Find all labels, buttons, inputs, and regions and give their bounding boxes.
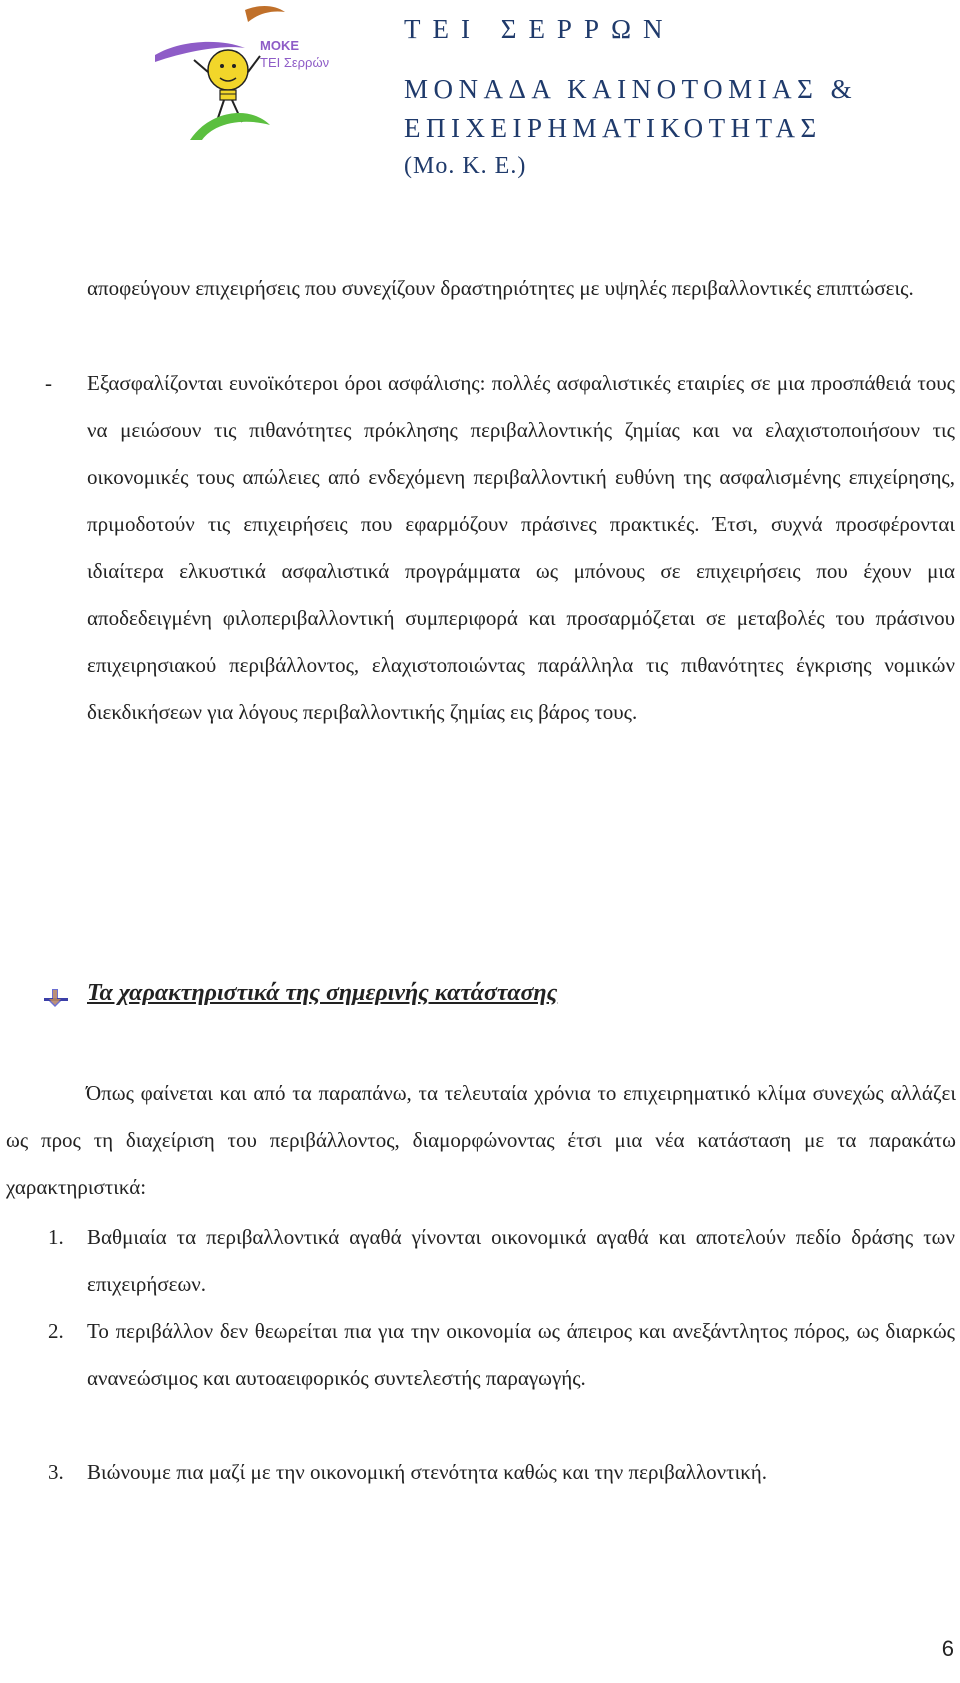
bullet-paragraph: Εξασφαλίζονται ευνοϊκότεροι όροι ασφάλισης: πολλές ασφαλιστικές εταιρίες σε μια προσπάθειά τους να μειώσουν τις πιθανότητες πρόκλησης περιβαλλοντικής ζημίας και να ελαχιστοποιήσουν τις οικονομικές τους απώλειες από ενδεχόμενη περιβαλλοντική ευθύνη της ασφαλισμένης επιχείρησης, πριμοδοτούν τις επιχειρήσεις που εφαρμόζουν πράσινες πρακτικές. Έτσι, συχνά προσφέρονται ιδιαίτερα ελκυστικά ασφαλιστικά προγράμματα ως μπόνους σε επιχειρήσεις που έχουν μια αποδεδειγμένη φιλοπεριβαλλοντική συμπεριφορά και προσαρμόζεται σε μεταβολές του πράσινου επιχειρησιακού περιβάλλοντος, ελαχιστοποιώντας παράλληλα τις πιθανότητες έγκρισης νομικών διεκδικήσεων για λόγους περιβαλλοντικής ζημίας εις βάρος τους. bbox=[87, 371, 955, 724]
continued-paragraph: αποφεύγουν επιχειρήσεις που συνεχίζουν δραστηριότητες με υψηλές περιβαλλοντικές επιπτώσεις. bbox=[87, 276, 914, 300]
unit-abbreviation: (Μο. Κ. Ε.) bbox=[404, 153, 527, 179]
bullet-marker: - bbox=[45, 371, 52, 395]
logo-text-2: ΤΕΙ Σερρών bbox=[260, 55, 330, 70]
list-item: Βιώνουμε πια μαζί με την οικονομική στενότητα καθώς και την περιβαλλοντική. bbox=[87, 1460, 768, 1484]
institution-name: ΤΕΙ ΣΕΡΡΩΝ bbox=[404, 14, 675, 44]
page-number: 6 bbox=[941, 1636, 954, 1661]
bullet-arrow-icon bbox=[42, 987, 70, 1011]
list-item: Το περιβάλλον δεν θεωρείται πια για την οικονομία ως άπειρος και ανεξάντλητος πόρος, ως διαρκώς ανανεώσιμος και αυτοαειφορικός συντελεστής παραγωγής. bbox=[87, 1319, 955, 1390]
moke-logo bbox=[150, 0, 380, 150]
intro-paragraph: Όπως φαίνεται και από τα παραπάνω, τα τελευταία χρόνια το επιχειρηματικό κλίμα συνεχώς αλλάζει ως προς τη διαχείριση του περιβάλλοντος, διαμορφώνοντας έτσι μια νέα κατάσταση με τα παρακάτω χαρακτηριστικά: bbox=[6, 1081, 956, 1199]
list-number: 3. bbox=[48, 1460, 64, 1484]
section-heading: Τα χαρακτηριστικά της σημερινής κατάστασης bbox=[87, 980, 558, 1006]
list-number: 2. bbox=[48, 1319, 64, 1343]
list-item: Βαθμιαία τα περιβαλλοντικά αγαθά γίνονται οικονομικά αγαθά και αποτελούν πεδίο δράσης των επιχειρήσεων. bbox=[87, 1225, 955, 1296]
list-number: 1. bbox=[48, 1225, 64, 1249]
unit-name-line2: ΕΠΙΧΕΙΡΗΜΑΤΙΚΟΤΗΤΑΣ bbox=[404, 113, 822, 143]
logo-text-1: ΜΟΚΕ bbox=[260, 38, 299, 53]
unit-name-line1: ΜΟΝΑΔΑ ΚΑΙΝΟΤΟΜΙΑΣ & bbox=[404, 74, 858, 104]
lightbulb-icon bbox=[208, 50, 248, 90]
